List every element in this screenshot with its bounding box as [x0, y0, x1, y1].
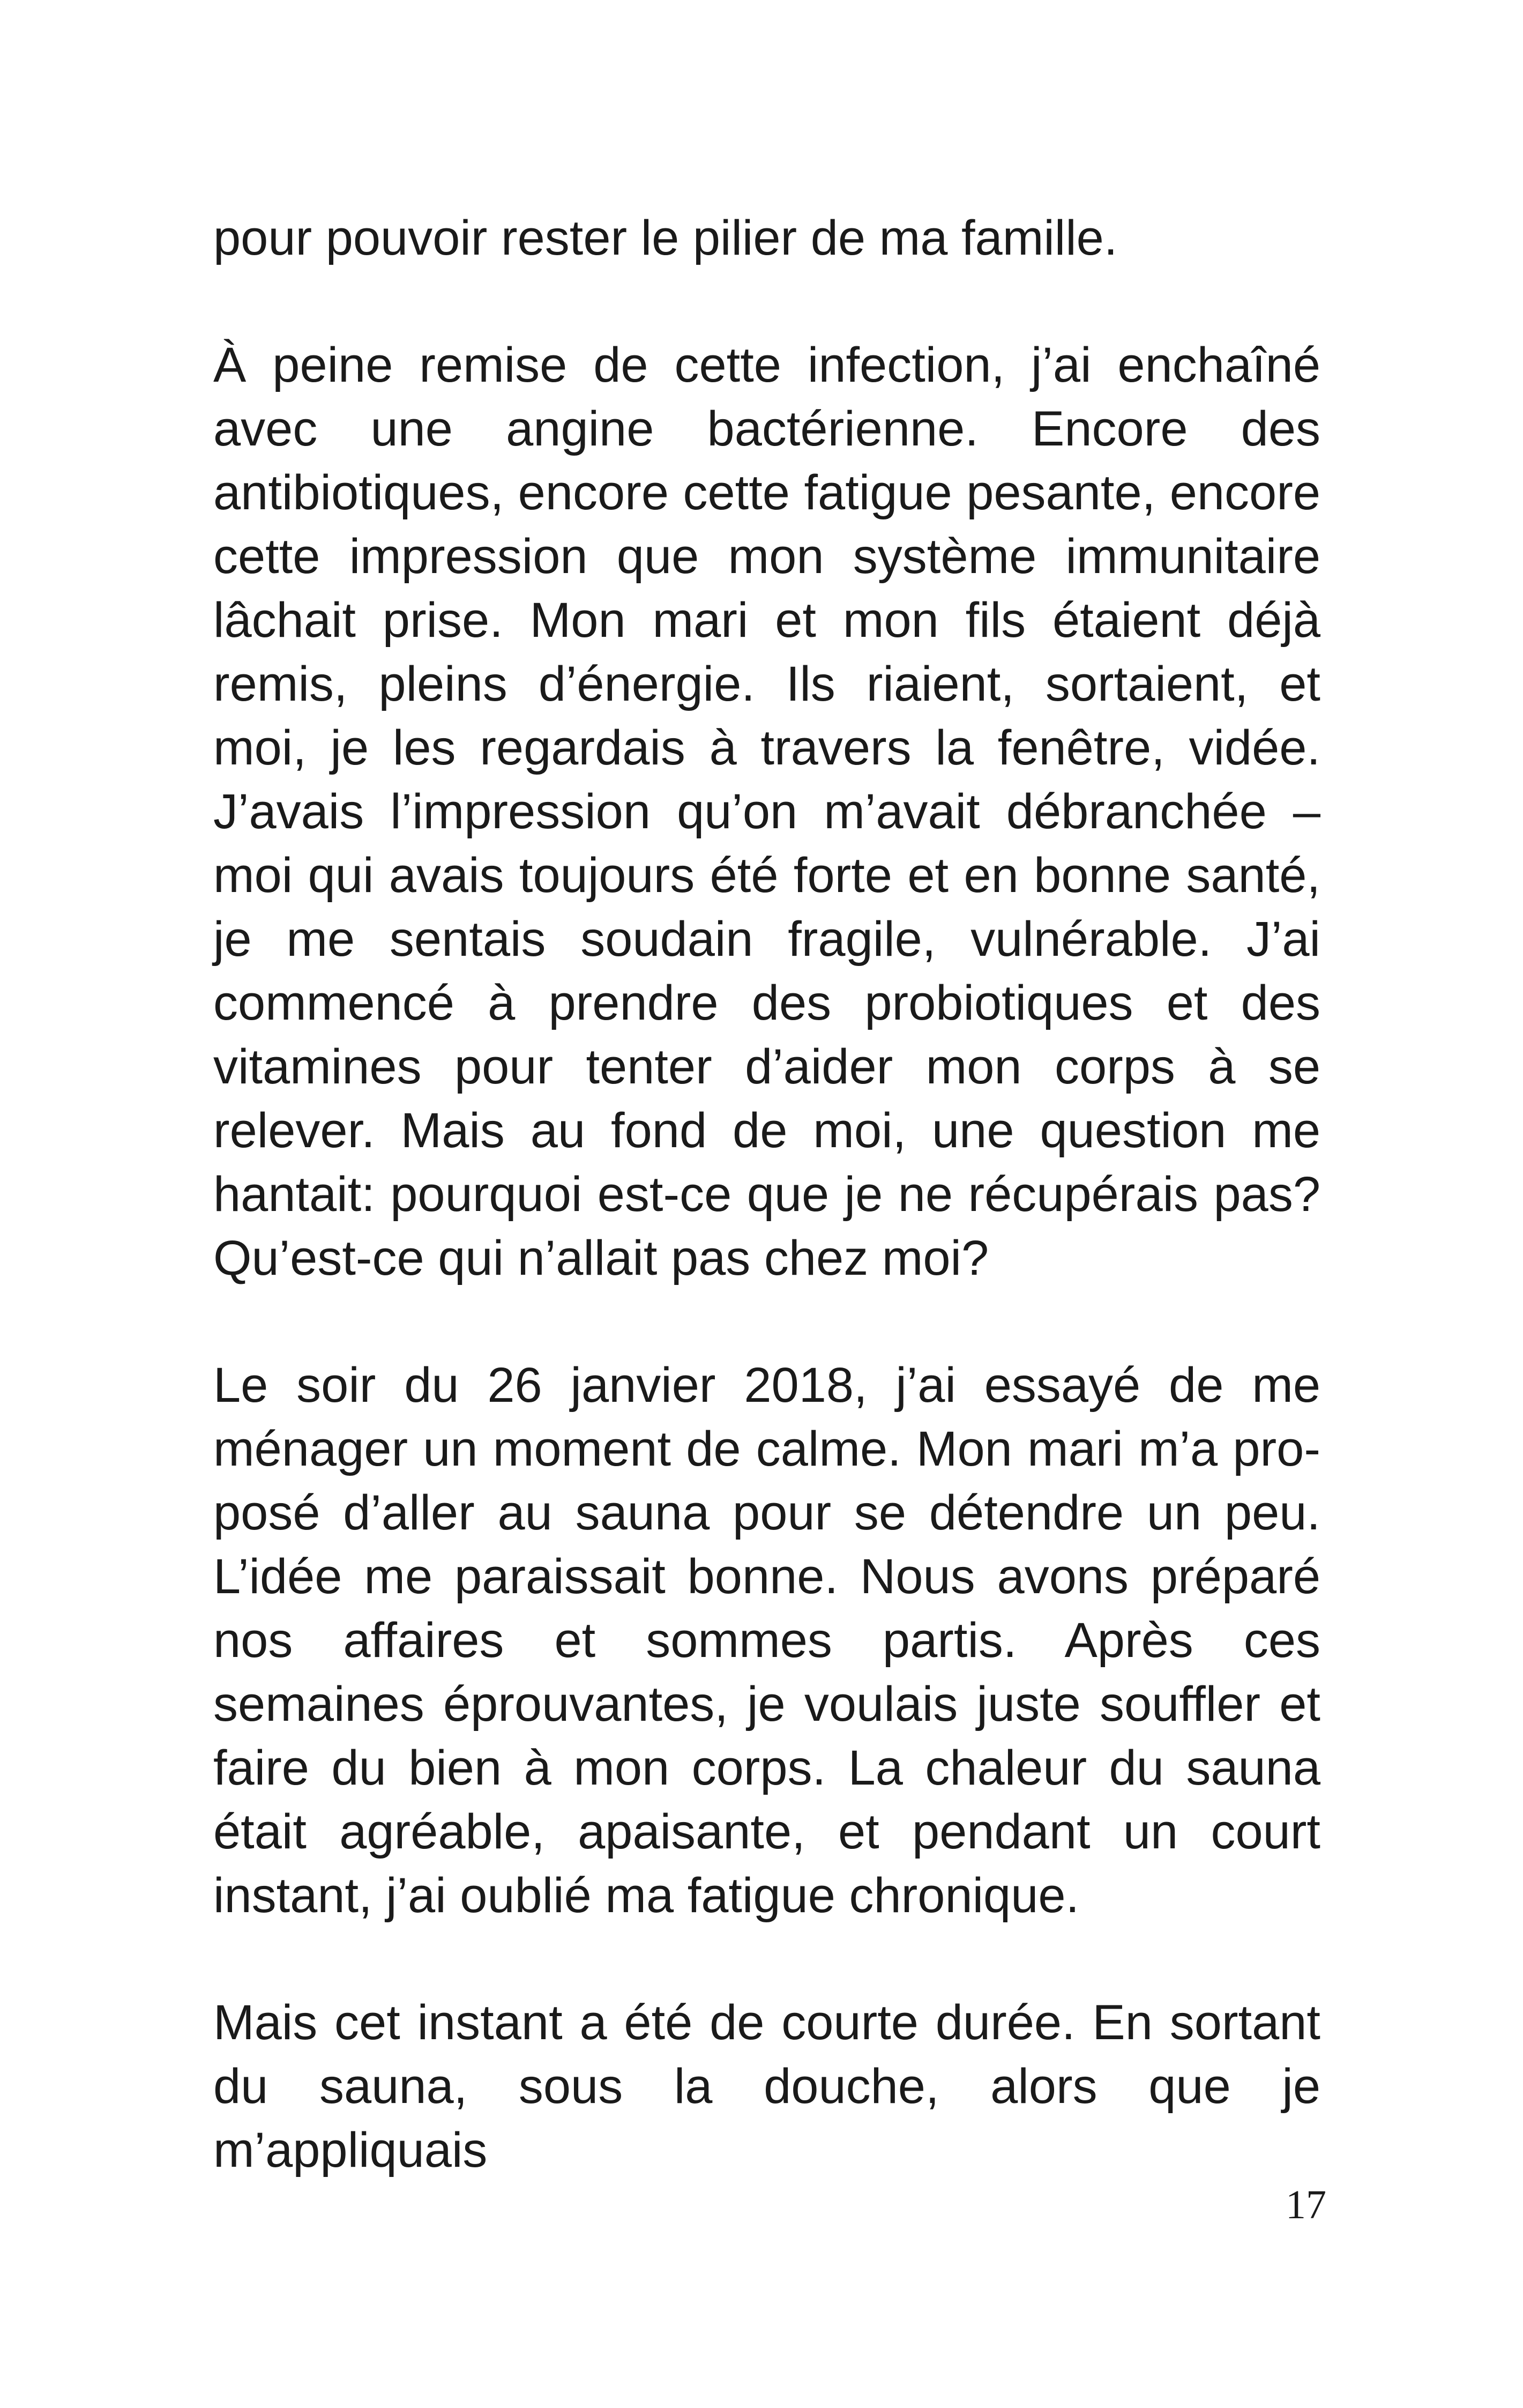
paragraph-2: À peine remise de cette infection, j’ai enchaîné avec une angine bactérienne. Encore des antibiotiques, encore cette fatigue pesante, encore cette impression que mon système immunitaire lâchait prise. Mon mari et mon fils étaient déjà remis, pleins d’énergie. Ils riaient, sortaient, et moi, je les regardais à travers la fenêtre, vidée. J’avais l’impression qu’on m’avait débranchée – moi qui avais toujours été forte et en bonne santé, je me sentais soudain fragile, vulnérable. J’ai commencé à prendre des probiotiques et des vitamines pour tenter d’aider mon corps à se relever. Mais au fond de moi, une question me hantait: pourquoi est-ce que je ne récupérais pas? Qu’est-ce qui n’allait pas chez moi?: [213, 338, 1320, 1285]
body-text: [213, 206, 1320, 2182]
page-number: 17: [1286, 2182, 1326, 2227]
paragraph-1: pour pouvoir rester le pilier de ma famille.: [213, 211, 1118, 265]
paragraph-4: Mais cet instant a été de courte durée. En sortant du sauna, sous la douche, alors que je m’appliquais: [213, 1995, 1320, 2177]
paragraph-3: Le soir du 26 janvier 2018, j’ai essayé de me ménager un moment de calme. Mon mari m’a proposé d’aller au sauna pour se détendre un peu. L’idée me paraissait bonne. Nous avons préparé nos affaires et sommes partis. Après ces semaines éprouvantes, je voulais juste souffler et faire du bien à mon corps. La chaleur du sauna était agréable, apaisante, et pendant un court instant, j’ai oublié ma fatigue chronique.: [213, 1358, 1320, 1923]
